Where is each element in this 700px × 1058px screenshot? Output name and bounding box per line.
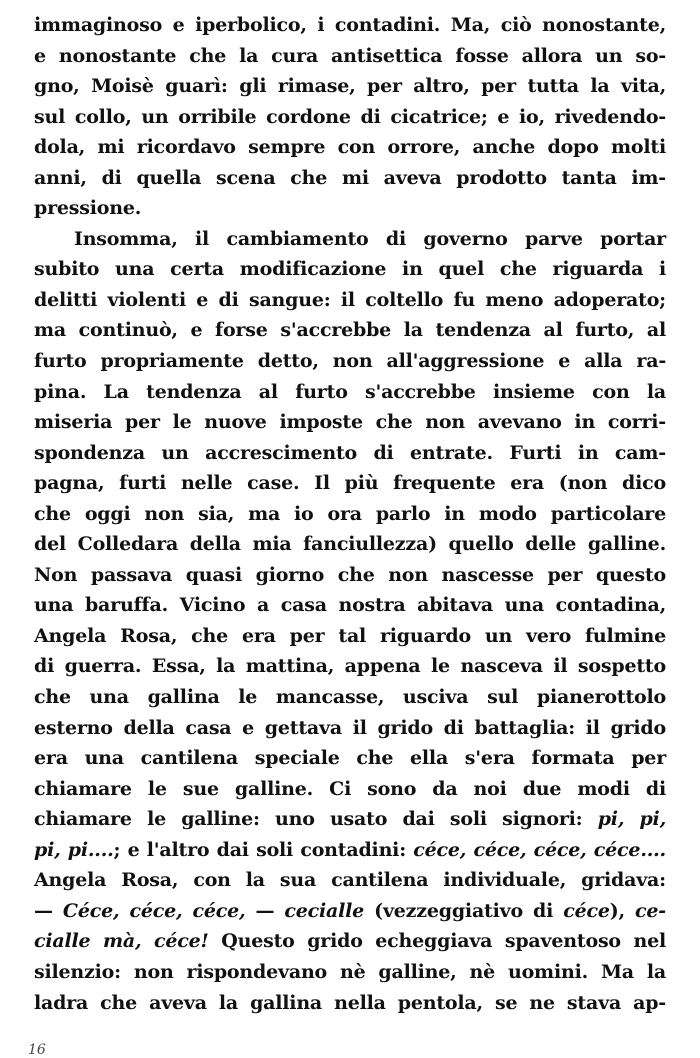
text-segment: céce, céce, céce, céce.... [413, 838, 666, 861]
text-line [34, 713, 666, 744]
text-segment: pagna, furti nelle case. Il più frequente era (non dico [34, 472, 666, 495]
text-line [34, 71, 666, 102]
text-line [34, 560, 666, 591]
text-segment: gno, Moisè guarì: gli rimase, per altro, per tutta la vita, [34, 75, 666, 98]
text-line [34, 651, 666, 682]
text-segment: — [34, 899, 63, 922]
text-segment: Angela Rosa, che era per tal riguardo un vero fulmine [34, 624, 666, 647]
text-line [34, 163, 666, 194]
text-segment: immaginoso e iperbolico, i contadini. Ma, ciò nonostante, [34, 14, 666, 36]
text-line [34, 10, 666, 41]
text-segment: dola, mi ricordavo sempre con orrore, anche dopo molti [34, 136, 666, 159]
text-segment: del Colledara della mia fanciullezza) quello delle galline. [34, 533, 666, 556]
text-segment: ce- [635, 899, 666, 922]
book-page-text [34, 10, 666, 1018]
text-line [34, 926, 666, 957]
text-segment: silenzio: non rispondevano nè galline, nè uomini. Ma la [34, 960, 666, 983]
text-line [34, 315, 666, 346]
text-segment: di guerra. Essa, la mattina, appena le nasceva il sospetto [34, 655, 666, 678]
text-segment: delitti violenti e di sangue: il coltello fu meno adoperato; [34, 288, 666, 311]
text-line [34, 377, 666, 408]
text-line [34, 285, 666, 316]
text-segment: cecialle [284, 899, 365, 922]
text-line [34, 957, 666, 988]
text-line [34, 224, 666, 255]
text-segment: sul collo, un orribile cordone di cicatrice; e io, rivedendo- [34, 105, 666, 128]
text-line [34, 346, 666, 377]
text-segment: miseria per le nuove imposte che non avevano in corri- [34, 411, 666, 434]
text-line [34, 835, 666, 866]
text-segment: furto propriamente detto, non all'aggressione e alla ra- [34, 350, 666, 373]
text-segment: subito una certa modificazione in quel che riguarda i [34, 258, 666, 281]
text-line [34, 988, 666, 1019]
text-segment: che una gallina le mancasse, usciva sul pianerottolo [34, 686, 666, 709]
text-segment: era una cantilena speciale che ella s'era formata per [34, 747, 666, 770]
text-line [34, 774, 666, 805]
text-segment: — [245, 899, 285, 922]
text-line [34, 682, 666, 713]
text-line [34, 743, 666, 774]
text-line [34, 438, 666, 469]
text-segment: pressione. [34, 197, 142, 220]
text-segment: Non passava quasi giorno che non nascesse per questo [34, 563, 666, 586]
text-segment: anni, di quella scena che mi aveva prodotto tanta im- [34, 166, 666, 189]
text-segment: céce [563, 899, 610, 922]
text-line [34, 132, 666, 163]
text-segment: chiamare le galline: uno usato dai soli signori: [34, 808, 598, 831]
text-segment: Questo grido echeggiava spaventoso nel [208, 930, 667, 953]
text-segment: pi, pi.... [34, 838, 114, 861]
text-line [34, 499, 666, 530]
text-segment: ), [609, 899, 636, 922]
text-segment: chiamare le sue galline. Ci sono da noi due modi di [34, 777, 666, 800]
text-line [34, 896, 666, 927]
text-segment: (vezzeggiativo di [364, 899, 564, 922]
text-line [34, 254, 666, 285]
text-segment: pina. La tendenza al furto s'accrebbe insieme con la [34, 380, 666, 403]
text-line [34, 804, 666, 835]
text-segment: esterno della casa e gettava il grido di battaglia: il grido [34, 716, 666, 739]
text-segment: Insomma, il cambiamento di governo parve portar [74, 227, 666, 250]
text-segment: pi, pi, [597, 808, 666, 831]
text-segment: ma continuò, e forse s'accrebbe la tendenza al furto, al [34, 319, 666, 342]
text-line [34, 407, 666, 438]
text-line [34, 529, 666, 560]
text-line [34, 590, 666, 621]
text-segment: Angela Rosa, con la sua cantilena individuale, gridava: [34, 869, 666, 892]
text-segment: che oggi non sia, ma io ora parlo in modo particolare [34, 502, 666, 525]
text-segment: una baruffa. Vicino a casa nostra abitava una contadina, [34, 594, 666, 617]
text-segment: ladra che aveva la gallina nella pentola, se ne stava ap- [34, 991, 666, 1014]
text-segment: spondenza un accrescimento di entrate. Furti in cam- [34, 441, 666, 464]
text-segment: cialle mà, céce! [34, 930, 209, 953]
text-line [34, 621, 666, 652]
text-line [34, 193, 666, 224]
text-segment: e nonostante che la cura antisettica fosse allora un so- [34, 44, 666, 67]
text-line [34, 468, 666, 499]
page-number: 16 [28, 1042, 46, 1058]
text-segment: ; e l'altro dai soli contadini: [113, 838, 414, 861]
text-line [34, 41, 666, 72]
text-line [34, 102, 666, 133]
text-segment: Céce, céce, céce, [62, 899, 246, 922]
text-line [34, 865, 666, 896]
